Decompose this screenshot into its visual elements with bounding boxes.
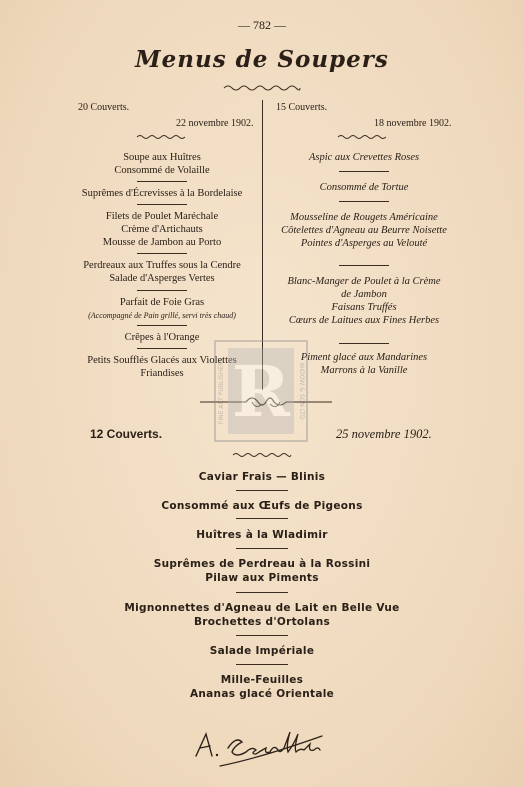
dish-line: Huîtres à la Wladimir xyxy=(196,529,328,541)
course-separator xyxy=(236,635,288,636)
dish-line: Suprêmes d'Écrevisses à la Bordelaise xyxy=(81,188,243,199)
left-course-2 xyxy=(64,187,260,200)
bottom-menu-covers: 12 Couverts. xyxy=(90,427,163,441)
course-separator xyxy=(137,204,187,205)
title-flourish xyxy=(222,84,302,92)
course-separator xyxy=(339,201,389,202)
dish-line: Petits Soufflés Glacés aux Violettes xyxy=(87,355,237,366)
course-separator xyxy=(236,548,288,549)
right-menu-covers: 15 Couverts. xyxy=(276,102,328,113)
dish-line: Piment glacé aux Mandarines xyxy=(300,352,428,363)
dish-line: Mousseline de Rougets Américaine xyxy=(290,212,438,223)
watermark-letter: R xyxy=(231,350,291,433)
bottom-course-6 xyxy=(0,644,524,658)
course-separator xyxy=(137,325,187,326)
right-course-3 xyxy=(266,211,462,250)
course-separator xyxy=(137,253,187,254)
left-course-3 xyxy=(64,210,260,249)
bottom-menu-flourish xyxy=(232,452,292,458)
page-number: — 782 — xyxy=(238,18,286,32)
course-separator xyxy=(236,664,288,665)
course-separator xyxy=(137,348,187,349)
right-menu-date: 18 novembre 1902. xyxy=(374,118,452,129)
dish-line: Mignonnettes d'Agneau de Lait en Belle Vue xyxy=(124,602,400,614)
dish-line: Ananas glacé Orientale xyxy=(189,688,335,700)
course-separator xyxy=(137,181,187,182)
dish-line: Côtelettes d'Agneau au Beurre Noisette xyxy=(281,225,447,236)
right-course-4 xyxy=(266,275,462,327)
dish-line: Mousse de Jambon au Porto xyxy=(102,237,222,248)
dish-line: Perdreaux aux Truffes sous la Cendre xyxy=(83,260,241,271)
escoffier-signature xyxy=(190,722,330,772)
dish-line: Mille-Feuilles xyxy=(220,674,304,686)
dish-line: Salade d'Asperges Vertes xyxy=(109,273,215,284)
dish-line: Parfait de Foie Gras xyxy=(119,297,205,308)
bottom-course-3 xyxy=(0,528,524,542)
course-separator xyxy=(339,171,389,172)
dish-line: Suprêmes de Perdreau à la Rossini xyxy=(153,558,371,570)
dish-line: Consommé de Volaille xyxy=(114,165,210,176)
bottom-course-2 xyxy=(0,499,524,513)
dish-line: Crème d'Artichauts xyxy=(121,224,203,235)
dish-line: Blanc-Manger de Poulet à la Crème xyxy=(287,276,441,287)
bottom-course-1 xyxy=(0,470,524,484)
left-menu-covers: 20 Couverts. xyxy=(78,102,130,113)
dish-line: Crêpes à l'Orange xyxy=(124,332,200,343)
dish-line: Pilaw aux Piments xyxy=(205,572,319,584)
dish-line: Consommé de Tortue xyxy=(319,182,409,193)
dish-line: Filets de Poulet Maréchale xyxy=(105,211,219,222)
course-separator xyxy=(339,343,389,344)
dish-line: de Jambon xyxy=(341,289,387,300)
dish-line: Caviar Frais — Blinis xyxy=(198,471,326,483)
left-course-4 xyxy=(64,259,260,285)
right-course-2 xyxy=(266,181,462,194)
publisher-watermark xyxy=(214,340,308,442)
course-separator xyxy=(137,290,187,291)
bottom-course-4 xyxy=(0,557,524,585)
left-course-5 xyxy=(64,296,260,322)
right-menu-flourish xyxy=(337,134,387,140)
dish-line: Marrons à la Vanille xyxy=(320,365,408,376)
left-menu-flourish xyxy=(136,134,186,140)
bottom-course-7 xyxy=(0,673,524,701)
bottom-menu-date: 25 novembre 1902. xyxy=(336,427,432,441)
dish-line: Pointes d'Asperges au Velouté xyxy=(300,238,428,249)
right-course-1 xyxy=(266,151,462,164)
watermark-right-text: WIDOW & SON LTD xyxy=(298,362,305,420)
course-separator xyxy=(236,518,288,519)
dish-line: Consommé aux Œufs de Pigeons xyxy=(161,500,363,512)
watermark-left-text: FINE ART PUBLISHERS xyxy=(218,357,225,425)
dish-line: Aspic aux Crevettes Roses xyxy=(308,152,420,163)
dish-line: Cœurs de Laitues aux Fines Herbes xyxy=(288,315,440,326)
dish-line: Salade Impériale xyxy=(209,645,315,657)
course-separator xyxy=(236,592,288,593)
dish-line: Faisans Truffés xyxy=(331,302,397,313)
bottom-course-5 xyxy=(0,601,524,629)
page-title: Menus de Soupers xyxy=(135,46,389,73)
left-course-1 xyxy=(64,151,260,177)
dish-line: Soupe aux Huîtres xyxy=(123,152,201,163)
dish-line: Friandises xyxy=(140,368,184,379)
dish-line: Brochettes d'Ortolans xyxy=(193,616,331,628)
course-separator xyxy=(339,265,389,266)
left-menu-date: 22 novembre 1902. xyxy=(176,118,254,129)
dish-note: (Accompagné de Pain grillé, servi très chaud) xyxy=(88,311,236,320)
course-separator xyxy=(236,490,288,491)
